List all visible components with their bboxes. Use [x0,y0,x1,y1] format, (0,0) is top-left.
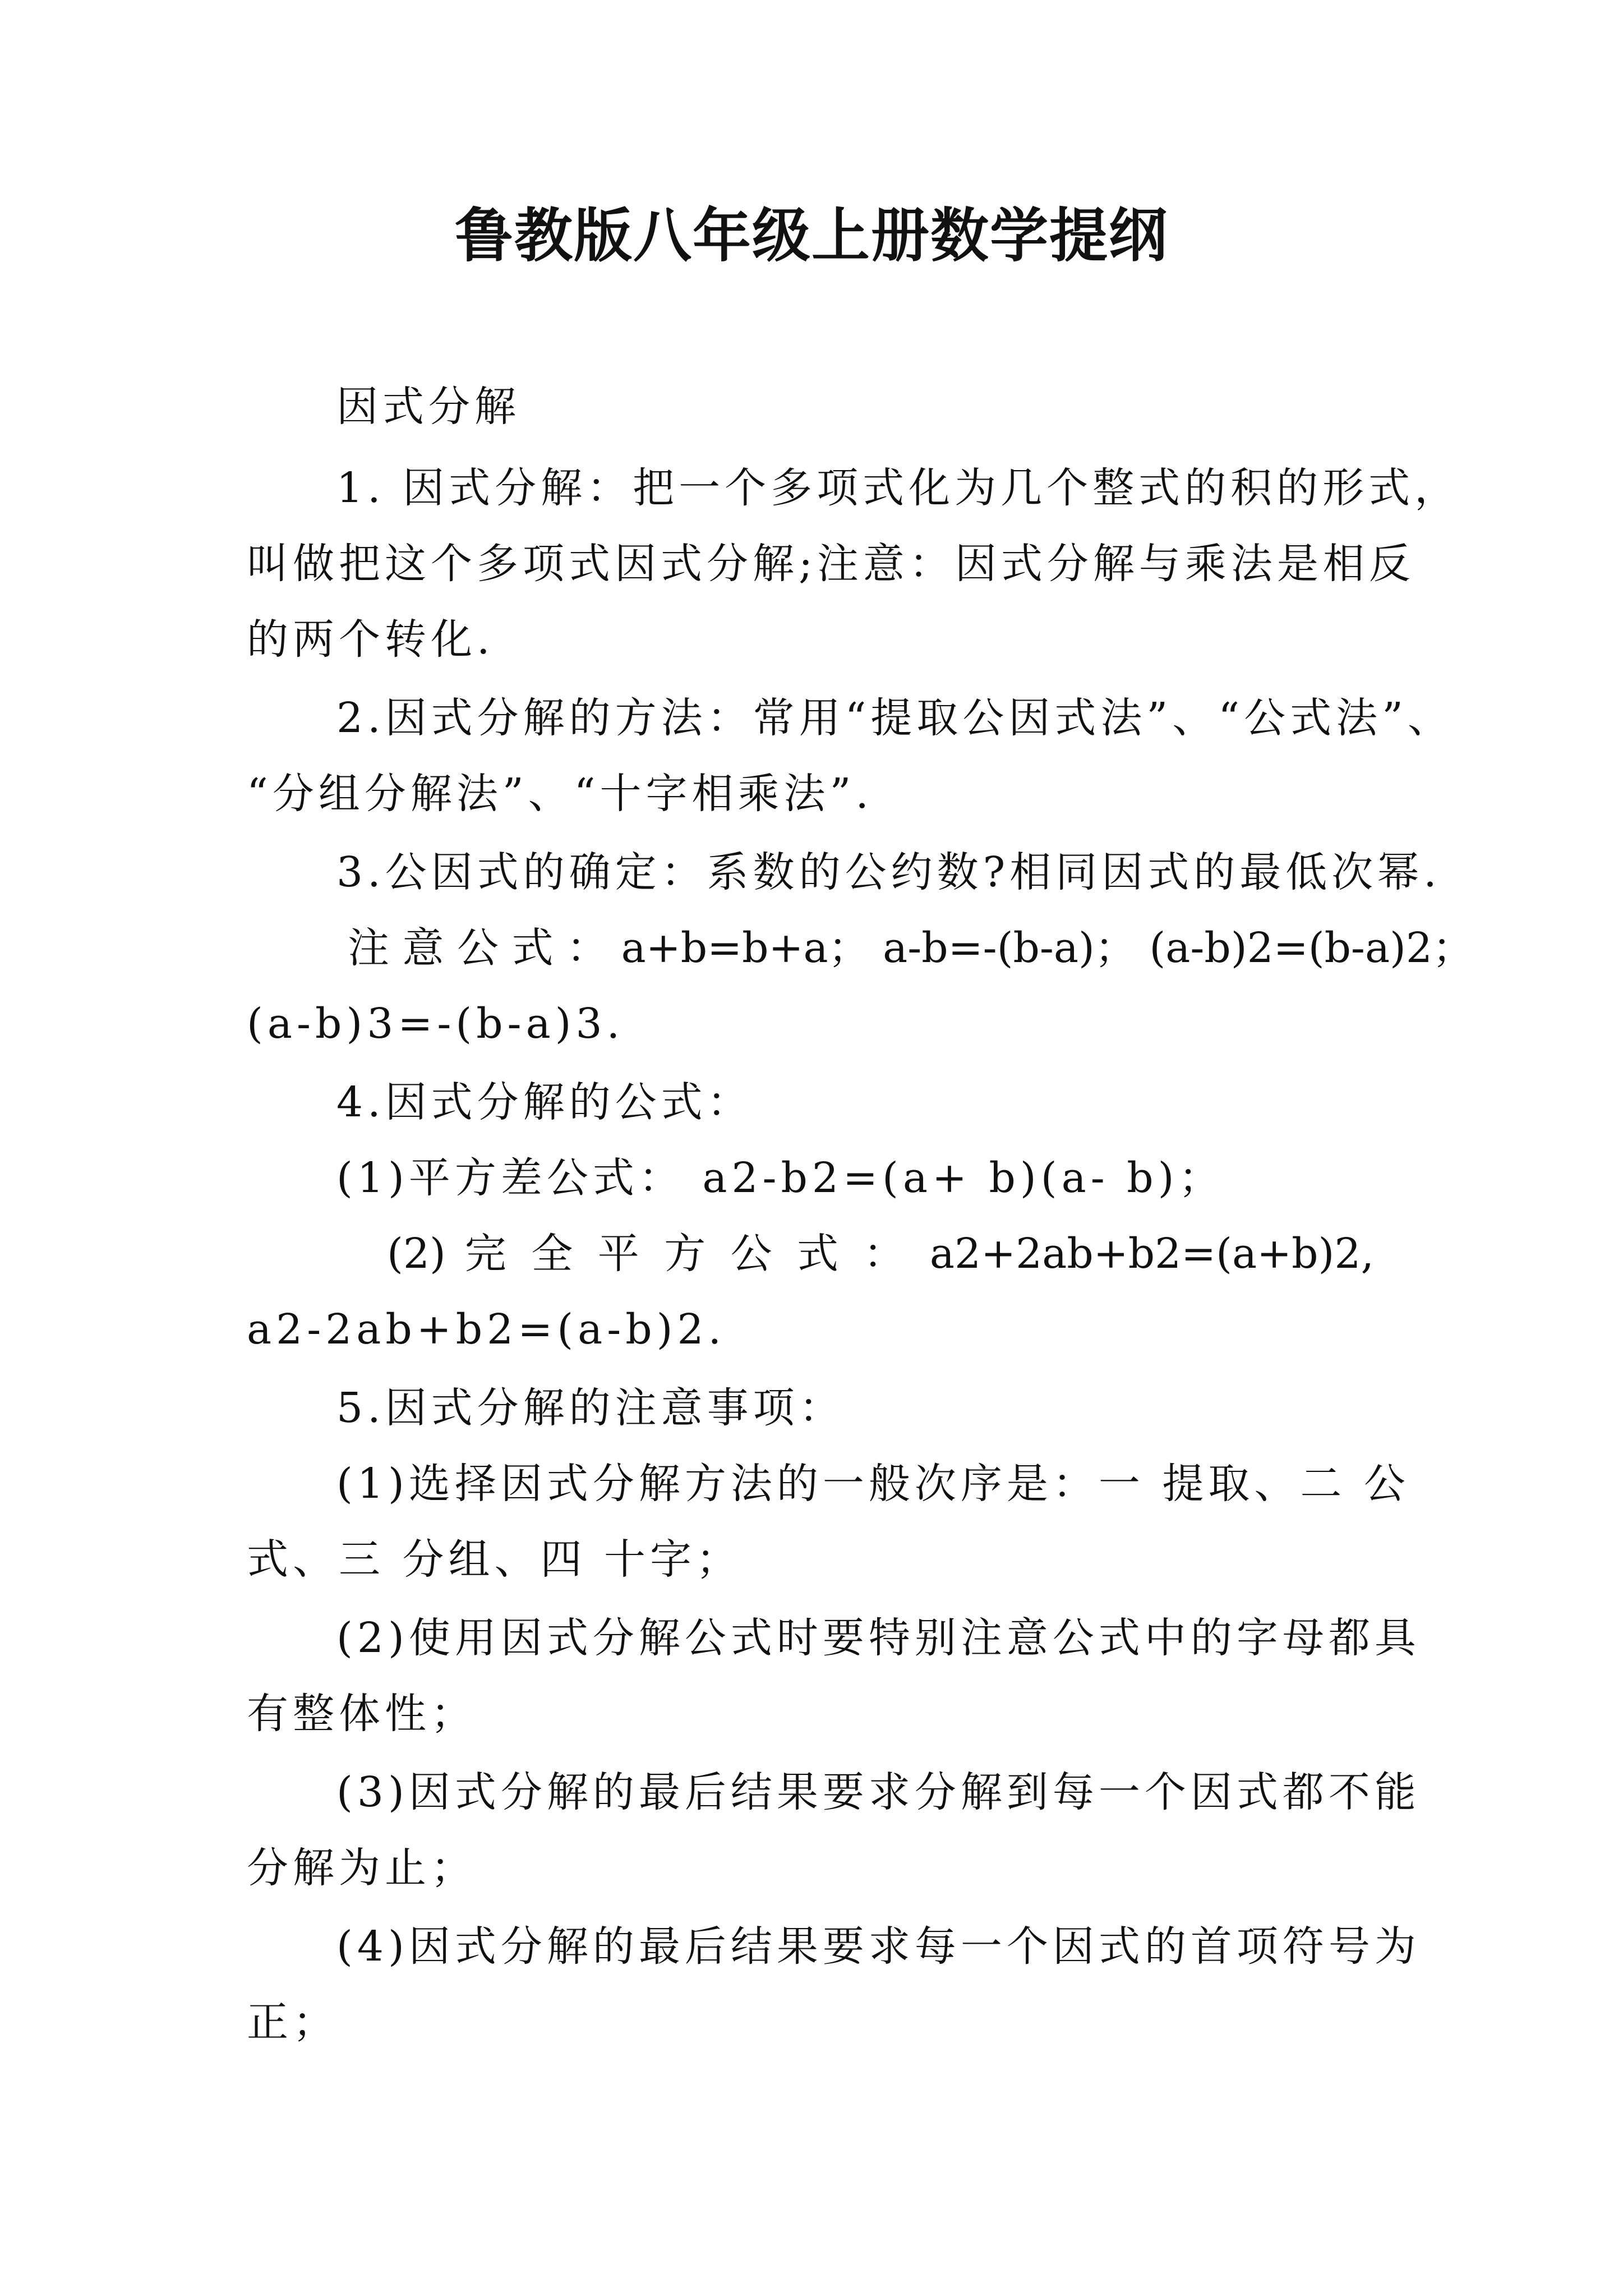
paragraph-line: 3.公因式的确定：系数的公约数?相同因式的最低次幂. [336,848,1441,896]
paragraph-line: 4.因式分解的公式： [336,1078,753,1126]
paragraph-line: 正； [247,1998,339,2046]
paragraph-line: “分组分解法”、“十字相乘法”. [247,770,873,818]
paragraph-line: (4)因式分解的最后结果要求每一个因式的首项符号为 [336,1922,1421,1971]
section-heading: 因式分解 [336,383,520,431]
formula-line: (a-b)3=-(b-a)3. [247,1000,625,1048]
formula-line: 注 意 公 式 ： a+b=b+a； a-b=-(b-a)； (a-b)2=(b-a)2； [348,924,1474,972]
paragraph-line: 2.因式分解的方法：常用“提取公因式法”、“公式法”、 [336,694,1454,742]
paragraph-line: 分解为止； [247,1844,477,1892]
paragraph-line: 5.因式分解的注意事项： [336,1384,845,1432]
paragraph-line: 有整体性； [247,1690,477,1738]
formula-line: (2) 完 全 平 方 公 式 ： a2+2ab+b2=(a+b)2, [387,1230,1374,1278]
paragraph-line: (3)因式分解的最后结果要求分解到每一个因式都不能 [336,1768,1421,1816]
formula-line: a2-2ab+b2=(a-b)2. [247,1305,726,1354]
paragraph-line: (2)使用因式分解公式时要特别注意公式中的字母都具 [336,1614,1421,1662]
formula-line: (1)平方差公式： a2-b2=(a+ b)(a- b)； [336,1154,1225,1202]
paragraph-line: (1)选择因式分解方法的一般次序是：一 提取、二 公 [336,1460,1410,1508]
paragraph-line: 式、三 分组、四 十字； [247,1535,743,1584]
paragraph-line: 的两个转化. [247,615,495,664]
paragraph-line: 叫做把这个多项式因式分解;注意：因式分解与乘法是相反 [247,540,1415,588]
paragraph-line: 1. 因式分解：把一个多项式化为几个整式的积的形式， [336,464,1461,512]
document-title: 鲁教版八年级上册数学提纲 [454,201,1168,270]
